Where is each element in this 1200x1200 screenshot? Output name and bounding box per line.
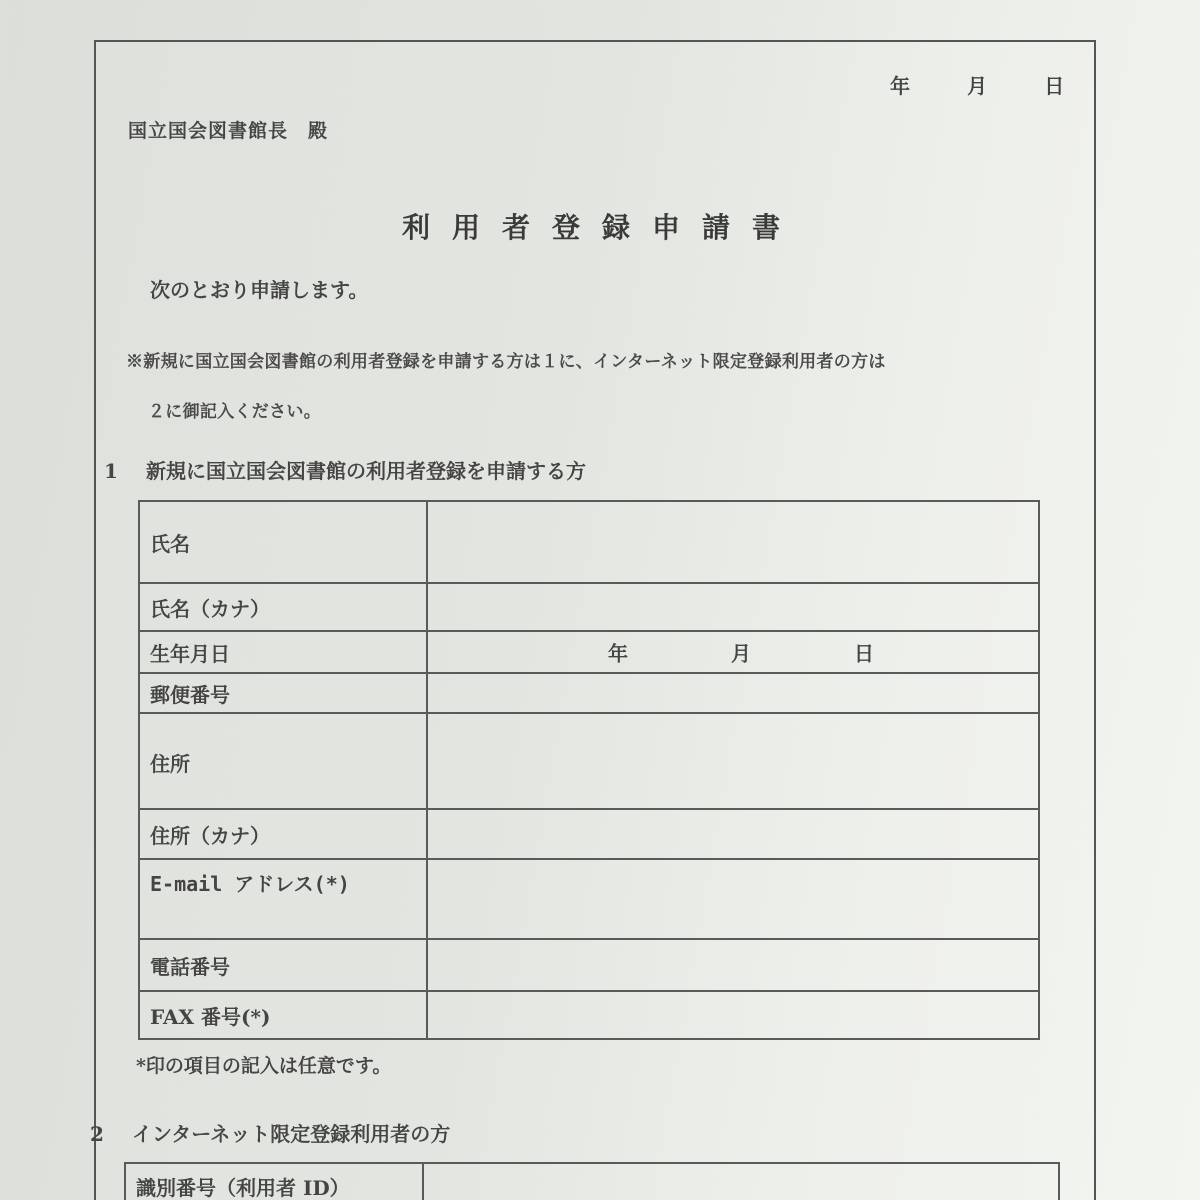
section-2-number: 2: [90, 1122, 104, 1146]
table-row: [139, 809, 1039, 859]
user-id-input-cell[interactable]: [423, 1163, 1059, 1200]
date-year-label: 年: [890, 74, 910, 98]
date-month-label: 月: [967, 74, 988, 98]
dob-day-label: 日: [854, 641, 874, 666]
table-row: [139, 501, 1039, 583]
optional-footnote: *印の項目の記入は任意です。: [136, 1055, 392, 1077]
fax-input-cell[interactable]: [427, 991, 1039, 1039]
table-row: [139, 991, 1039, 1039]
name-input-cell[interactable]: [427, 501, 1039, 583]
field-label: 住所: [139, 713, 427, 809]
application-date: [890, 70, 1064, 99]
field-label: 識別番号（利用者 ID）: [125, 1163, 423, 1200]
table-row: [125, 1163, 1059, 1200]
table-row: [139, 939, 1039, 991]
field-label: 生年月日: [139, 631, 427, 673]
section-1-number: 1: [104, 459, 118, 483]
internet-user-table: [124, 1162, 1060, 1200]
section-2-heading: [90, 1118, 450, 1147]
addressee: 国立国会図書館長 殿: [128, 120, 329, 142]
instruction-note-line-2: ２に御記入ください。: [148, 402, 321, 422]
field-label: 住所（カナ）: [139, 809, 427, 859]
table-row: [139, 673, 1039, 713]
email-input-cell[interactable]: [427, 859, 1039, 939]
registration-table: [138, 500, 1040, 1040]
table-row: [139, 859, 1039, 939]
postal-code-input-cell[interactable]: [427, 673, 1039, 713]
field-label: 氏名: [139, 501, 427, 583]
section-1-title: 新規に国立国会図書館の利用者登録を申請する方: [146, 459, 586, 483]
birthdate-input-cell[interactable]: [427, 631, 1039, 673]
address-input-cell[interactable]: [427, 713, 1039, 809]
field-label: 郵便番号: [139, 673, 427, 713]
section-1-heading: [104, 455, 586, 484]
field-label: E-mail アドレス(*): [139, 859, 427, 939]
form-title: 利用者登録申請書: [402, 211, 803, 244]
table-row: [139, 713, 1039, 809]
section-2-title: インターネット限定登録利用者の方: [132, 1122, 451, 1146]
intro-text: 次のとおり申請します。: [150, 278, 369, 302]
field-label: 氏名（カナ）: [139, 583, 427, 631]
table-row: [139, 583, 1039, 631]
dob-year-label: 年: [608, 641, 628, 666]
field-label: 電話番号: [139, 939, 427, 991]
date-day-label: 日: [1044, 74, 1065, 98]
phone-input-cell[interactable]: [427, 939, 1039, 991]
dob-month-label: 月: [731, 641, 751, 666]
instruction-note-line-1: ※新規に国立国会図書館の利用者登録を申請する方は１に、インターネット限定登録利用者の方は: [126, 352, 886, 372]
name-kana-input-cell[interactable]: [427, 583, 1039, 631]
address-kana-input-cell[interactable]: [427, 809, 1039, 859]
table-row: [139, 631, 1039, 673]
field-label: FAX 番号(*): [139, 991, 427, 1039]
